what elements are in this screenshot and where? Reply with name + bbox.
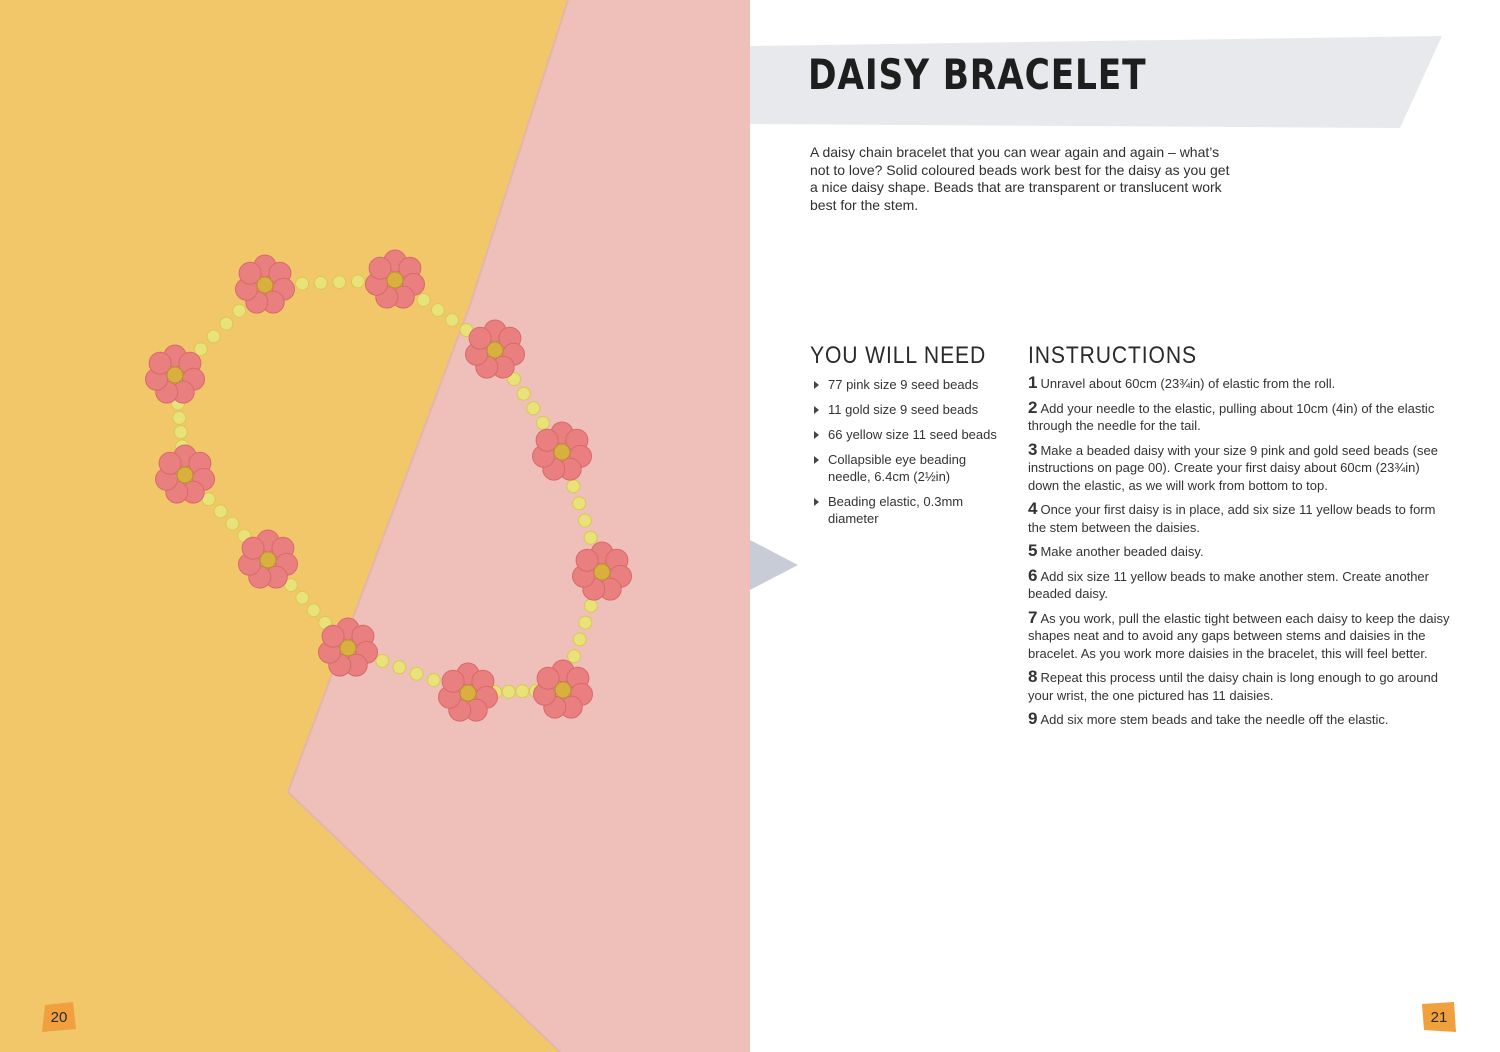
stem-bead [417,294,430,307]
stem-bead [173,411,186,424]
instruction-step [1028,668,1452,704]
stem-bead [527,402,540,415]
page-number-left-label: 20 [50,1008,68,1026]
page-number-right [1422,1002,1456,1032]
stem-bead [226,517,239,530]
stem-bead [393,661,406,674]
center-bead [487,342,503,358]
step-text: Add your needle to the elastic, pulling about 10cm (4in) of the elastic through the needle for the tail. [1028,400,1435,433]
stem-bead [207,330,220,343]
instruction-step [1028,500,1452,536]
materials-list-item: 77 pink size 9 seed beads [812,376,1012,393]
materials-list [812,376,1012,535]
instruction-step [1028,374,1452,393]
bullet-icon [814,456,819,464]
stem-bead [174,426,187,439]
center-bead [177,467,193,483]
stem-bead [431,304,444,317]
center-bead [554,444,570,460]
stem-bead [351,275,364,288]
stem-bead [307,604,320,617]
bullet-icon [814,498,819,506]
stem-bead [573,633,586,646]
stem-bead [578,514,591,527]
materials-list-item: Collapsible eye beading needle, 6.4cm (2½in) [812,451,1012,485]
step-text: Make a beaded daisy with your size 9 pink and gold seed beads (see instructions on page 00). Create your first daisy about 60cm (23¾in) down the elastic, as we will work from bottom to top. [1028,442,1438,493]
step-number: 3 [1028,439,1038,459]
stem-bead [516,685,529,698]
materials-list-item: Beading elastic, 0.3mm diameter [812,493,1012,527]
step-number: 9 [1028,709,1038,728]
page-turn-arrow-icon [750,540,798,590]
step-number: 5 [1028,541,1038,560]
center-bead [594,564,610,580]
materials-list-item: 66 yellow size 11 seed beads [812,426,1012,443]
stem-bead [233,304,246,317]
stem-bead [314,276,327,289]
materials-list-item: 11 gold size 9 seed beads [812,401,1012,418]
page-title: DAISY BRACELET [808,50,1147,99]
center-bead [387,272,403,288]
center-bead [340,640,356,656]
instruction-step [1028,441,1452,495]
stem-bead [584,599,597,612]
stem-bead [568,650,581,663]
step-text: Once your first daisy is in place, add six size 11 yellow beads to form the stem between the daisies. [1028,502,1436,535]
stem-bead [376,654,389,667]
center-bead [257,277,273,293]
stem-bead [536,416,549,429]
you-will-need-heading: YOU WILL NEED [810,342,987,369]
instruction-step [1028,609,1452,663]
bullet-icon [814,381,819,389]
instruction-step [1028,710,1452,729]
step-text: Add six size 11 yellow beads to make another stem. Create another beaded daisy. [1028,568,1429,601]
instruction-step [1028,542,1452,561]
stem-bead [584,531,597,544]
step-text: Make another beaded daisy. [1040,544,1204,559]
instruction-step [1028,567,1452,603]
stem-bead [573,497,586,510]
stem-bead [579,616,592,629]
step-number: 1 [1028,373,1038,392]
stem-bead [517,387,530,400]
step-text: Repeat this process until the daisy chain is long enough to go around your wrist, the one pictured has 11 daisies. [1028,670,1438,703]
step-number: 4 [1028,499,1038,518]
step-text: As you work, pull the elastic tight between each daisy to keep the daisy shapes neat and to avoid any gaps between stems and daisies in the bracelet. As you work more daisies in the bracelet, this will feel better. [1028,610,1450,661]
stem-bead [333,276,346,289]
stem-bead [296,591,309,604]
page-number-right-label: 21 [1430,1008,1448,1026]
instructions-heading: INSTRUCTIONS [1028,342,1197,369]
step-number: 8 [1028,667,1038,686]
stem-bead [214,505,227,518]
instruction-step [1028,399,1452,435]
bullet-icon [814,406,819,414]
step-number: 7 [1028,607,1038,627]
center-bead [460,685,476,701]
stem-bead [220,317,233,330]
bullet-icon [814,431,819,439]
step-text: Unravel about 60cm (23¾in) of elastic from the roll. [1040,376,1336,391]
step-text: Add six more stem beads and take the needle off the elastic. [1040,712,1389,727]
step-number: 2 [1028,397,1038,417]
center-bead [555,682,571,698]
center-bead [167,367,183,383]
instructions-list [1028,374,1452,735]
stem-bead [427,674,440,687]
stem-bead [446,314,459,327]
stem-bead [567,480,580,493]
page-number-left [42,1002,76,1032]
center-bead [260,552,276,568]
intro-paragraph: A daisy chain bracelet that you can wear again and again – what’s not to love? Solid coloured beads work best for the daisy as you get a nice daisy shape. Beads that are transparent or translucent work best for the stem. [810,144,1230,213]
step-number: 6 [1028,565,1038,585]
stem-bead [296,277,309,290]
stem-bead [410,667,423,680]
right-page [750,0,1500,1052]
stem-bead [502,685,515,698]
